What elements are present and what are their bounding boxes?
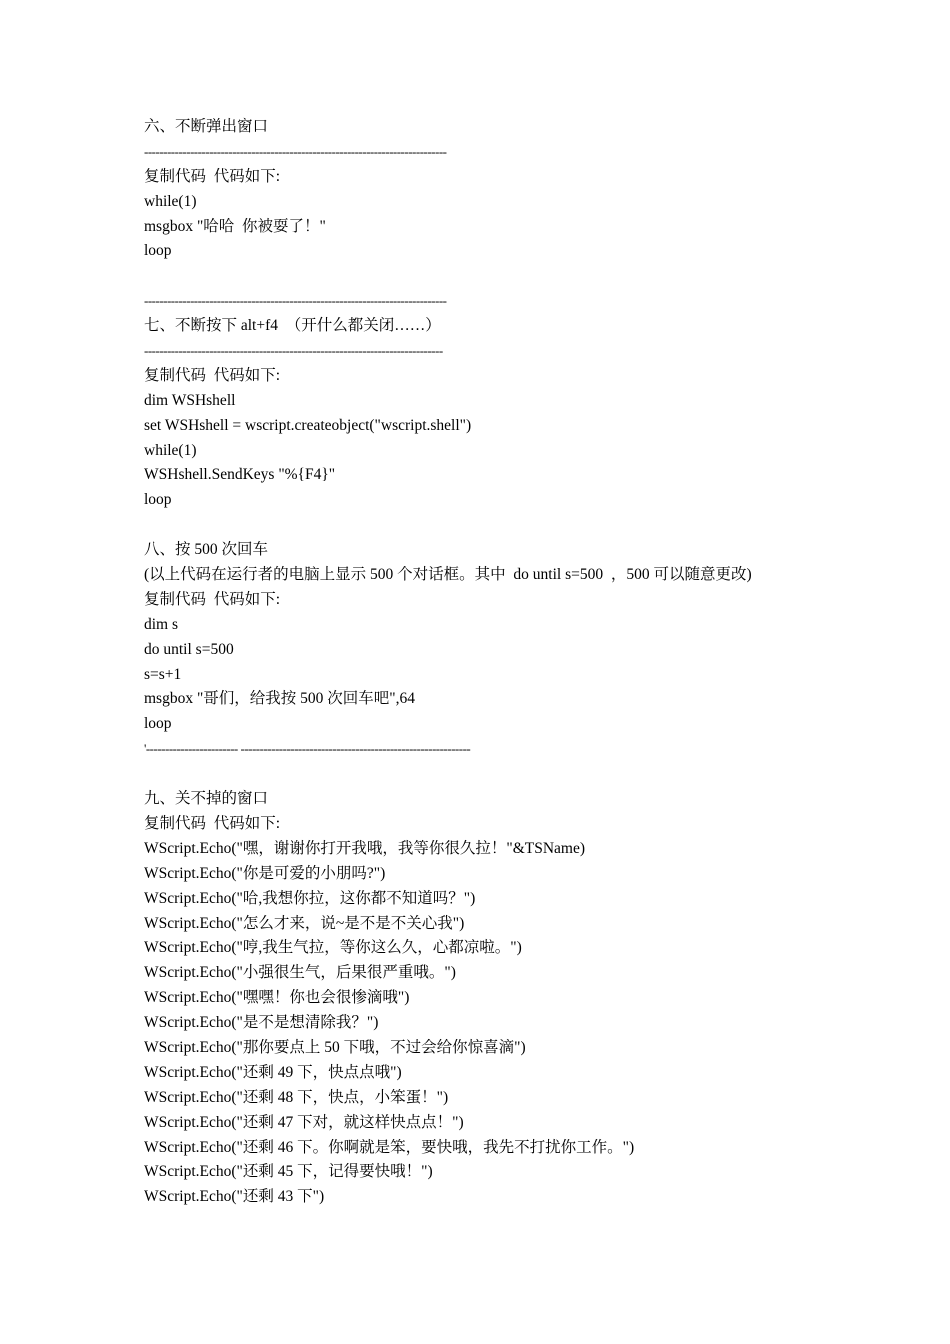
divider-line: ------------------------------------------------------------------------------- bbox=[144, 143, 447, 159]
copy-code-label: 复制代码 代码如下: bbox=[144, 167, 281, 185]
code-line: loop bbox=[144, 242, 172, 260]
section-note: (以上代码在运行者的电脑上显示 500 个对话框。其中 do until s=500 ，500 可以随意更改) bbox=[144, 566, 752, 584]
blank-line bbox=[144, 762, 924, 787]
divider-line: '------------------------ ------------------------------------------------------------ bbox=[144, 741, 471, 757]
code-line: dim s bbox=[144, 615, 179, 633]
divider-line: ------------------------------------------------------------------------------ bbox=[144, 343, 443, 359]
code-line: WScript.Echo("是不是想清除我？") bbox=[144, 1014, 379, 1032]
code-line: WScript.Echo("还剩 48 下，快点，小笨蛋！") bbox=[144, 1088, 449, 1106]
section-heading-6: 六、不断弹出窗口 bbox=[144, 118, 269, 135]
code-line: WScript.Echo("嘿，谢谢你打开我哦，我等你很久拉！"&TSName) bbox=[144, 839, 586, 857]
code-line: WScript.Echo("你是可爱的小朋吗?") bbox=[144, 864, 386, 882]
code-line: while(1) bbox=[144, 192, 197, 210]
code-line: WScript.Echo("还剩 43 下") bbox=[144, 1188, 325, 1206]
code-line: WScript.Echo("还剩 46 下。你啊就是笨，要快哦，我先不打扰你工作。") bbox=[144, 1138, 635, 1156]
code-line: msgbox "哈哈 你被耍了！" bbox=[144, 217, 326, 235]
blank-line bbox=[144, 264, 924, 289]
code-line: msgbox "哥们，给我按 500 次回车吧",64 bbox=[144, 690, 415, 708]
copy-code-label: 复制代码 代码如下: bbox=[144, 366, 281, 384]
section-heading-7: 七、不断按下 alt+f4 （开什么都关闭……） bbox=[144, 317, 441, 335]
code-line: WScript.Echo("小强很生气，后果很严重哦。") bbox=[144, 964, 456, 982]
code-line: WScript.Echo("那你要点上 50 下哦，不过会给你惊喜滴") bbox=[144, 1038, 526, 1056]
document-page bbox=[144, 115, 924, 1210]
code-line: WScript.Echo("还剩 47 下对，就这样快点点！") bbox=[144, 1113, 464, 1131]
code-line: WScript.Echo("嘿嘿！你也会很惨滴哦") bbox=[144, 989, 410, 1007]
blank-line bbox=[144, 513, 924, 538]
code-line: WScript.Echo("还剩 45 下，记得要快哦！") bbox=[144, 1163, 433, 1181]
section-heading-9: 九、关不掉的窗口 bbox=[144, 790, 269, 808]
code-line: s=s+1 bbox=[144, 665, 182, 683]
code-line: loop bbox=[144, 491, 172, 509]
code-line: dim WSHshell bbox=[144, 391, 236, 409]
section-heading-8: 八、按 500 次回车 bbox=[144, 541, 269, 559]
code-line: while(1) bbox=[144, 441, 197, 459]
code-line: WSHshell.SendKeys "%{F4}" bbox=[144, 466, 336, 484]
code-line: WScript.Echo("哈,我想你拉，这你都不知道吗？") bbox=[144, 889, 476, 907]
code-line: WScript.Echo("还剩 49 下，快点点哦") bbox=[144, 1063, 402, 1081]
copy-code-label: 复制代码 代码如下: bbox=[144, 590, 281, 608]
code-line: WScript.Echo("怎么才来，说~是不是不关心我") bbox=[144, 914, 465, 932]
code-line: set WSHshell = wscript.createobject("wscript.shell") bbox=[144, 416, 472, 434]
divider-line: ------------------------------------------------------------------------------- bbox=[144, 293, 447, 309]
code-line: loop bbox=[144, 715, 172, 733]
copy-code-label: 复制代码 代码如下: bbox=[144, 814, 281, 832]
code-line: do until s=500 bbox=[144, 640, 234, 658]
code-line: WScript.Echo("哼,我生气拉，等你这么久，心都凉啦。") bbox=[144, 939, 522, 957]
